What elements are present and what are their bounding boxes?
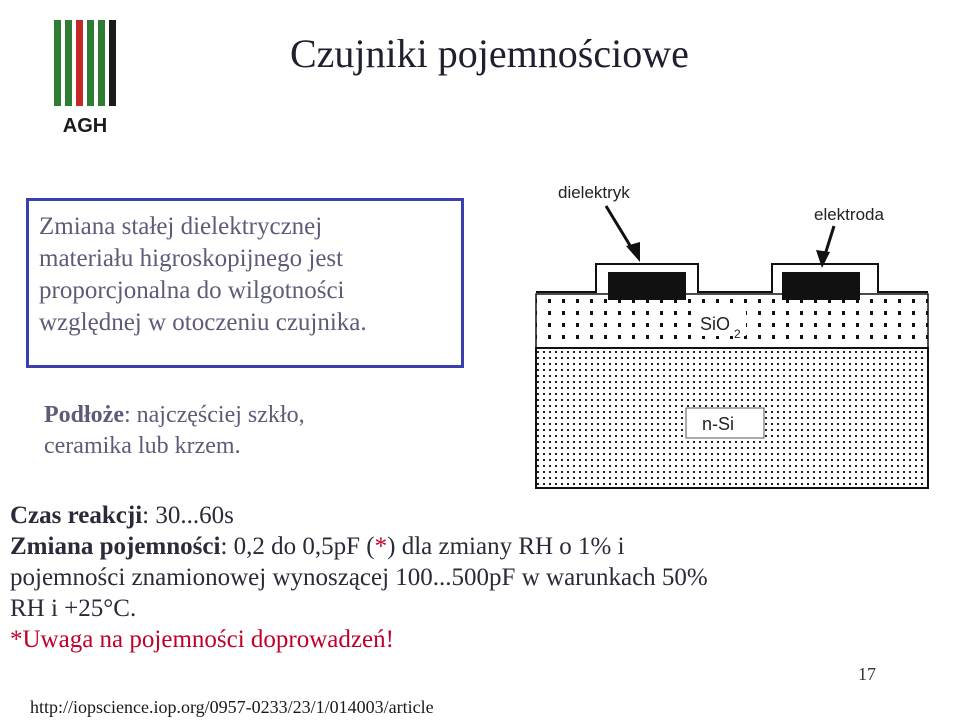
substrate-line2: ceramika lub krzem.: [44, 433, 241, 459]
label-dielectric: dielektryk: [558, 183, 630, 202]
slide-title: Czujniki pojemnościowe: [290, 31, 689, 76]
label-electrode: elektroda: [814, 205, 884, 224]
capacitance-label: Zmiana pojemności: [10, 533, 221, 560]
electrode-right: [782, 272, 860, 300]
source-url[interactable]: http://iopscience.iop.org/0957-0233/23/1/014003/article: [30, 697, 434, 717]
warning-note: *Uwaga na pojemności doprowadzeń!: [10, 626, 394, 653]
box-line: względnej w otoczeniu czujnika.: [39, 309, 367, 336]
capacitance-line2: pojemności znamionowej wynoszącej 100...500pF w warunkach 50%: [10, 564, 708, 591]
substrate-label: Podłoże: [44, 402, 124, 428]
box-line: proporcjonalna do wilgotności: [39, 277, 345, 304]
label-sio2: SiO: [700, 314, 731, 334]
capacitance-asterisk: *: [374, 533, 388, 560]
reaction-time: [10, 500, 950, 531]
label-sio2-subscript: 2: [734, 327, 741, 341]
specs-block: [10, 500, 950, 655]
electrode-left: [608, 272, 686, 300]
sensor-diagram: [530, 176, 934, 492]
capacitance-line3: RH i +25°C.: [10, 595, 137, 622]
capacitance-text2: ) dla zmiany RH o 1% i: [387, 533, 625, 560]
definition-box: [26, 198, 464, 368]
label-nsi: n-Si: [702, 414, 735, 434]
reaction-label: Czas reakcji: [10, 502, 143, 529]
agh-logo: [48, 16, 128, 136]
logo-text: AGH: [62, 115, 108, 136]
capacitance-text1: : 0,2 do 0,5pF (: [220, 533, 375, 560]
box-line: Zmiana stałej dielektrycznej: [39, 213, 323, 240]
substrate-text: [44, 400, 464, 462]
box-line: materiału higroskopijnego jest: [39, 245, 344, 272]
reaction-value: : 30...60s: [142, 502, 234, 529]
capacitance-line1: [10, 531, 950, 562]
page-number: 17: [858, 664, 876, 684]
substrate-rest: : najczęściej szkło,: [123, 402, 305, 428]
